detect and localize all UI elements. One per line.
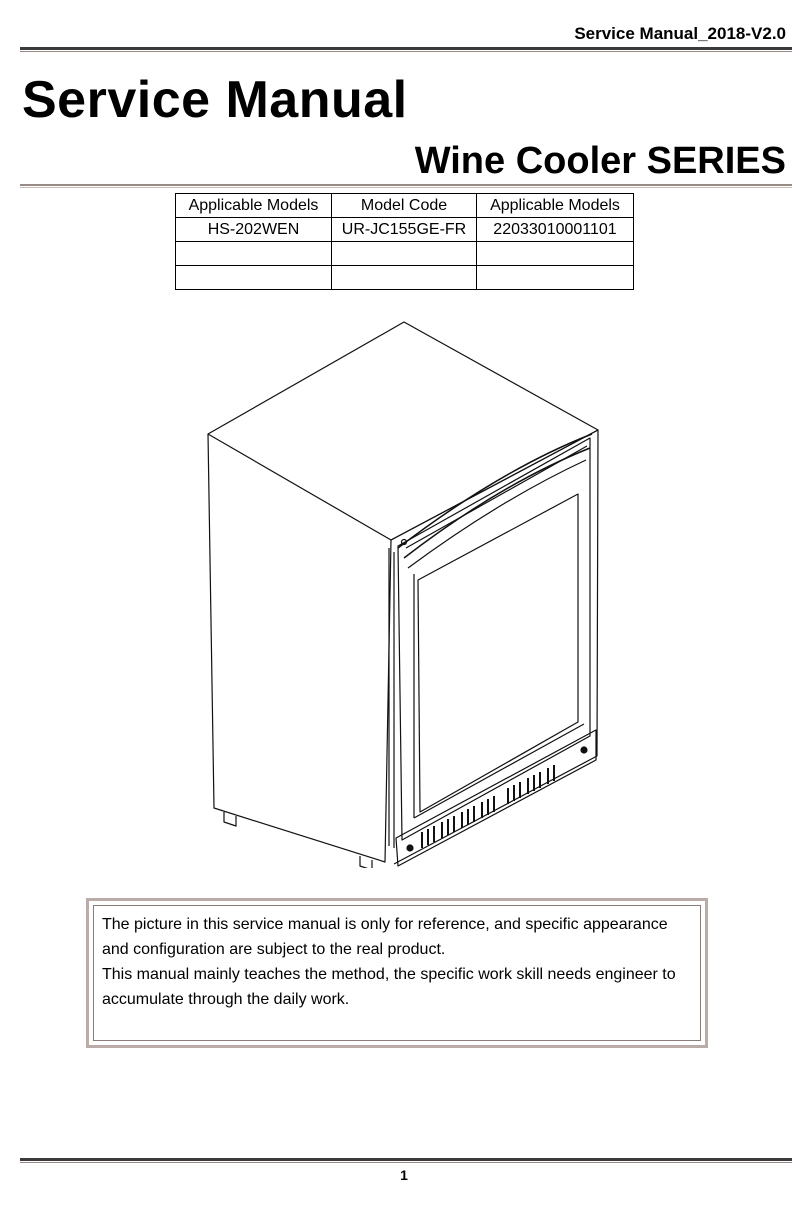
table-cell [332,266,477,290]
table-row [176,218,634,242]
table-cell [176,242,332,266]
table-header-cell: Applicable Models [176,194,332,218]
table-row [176,242,634,266]
page-title: Service Manual [22,71,408,129]
table-cell: 22033010001101 [477,218,634,242]
page-number: 1 [400,1167,408,1183]
disclaimer-text: This manual mainly teaches the method, the specific work skill needs engineer to accumulate through the daily work. [102,966,676,1008]
disclaimer-text: The picture in this service manual is only for reference, and specific appearance and configuration are subject to the real product. [102,916,668,958]
header-divider [20,47,792,50]
table-cell: UR-JC155GE-FR [332,218,477,242]
footer-divider [20,1158,792,1161]
title-divider-thin [20,187,792,188]
table-cell [176,266,332,290]
footer-divider-thin [20,1162,792,1163]
table-header-cell: Model Code [332,194,477,218]
title-divider [20,184,792,186]
models-table [175,193,634,290]
disclaimer-box [86,898,708,1048]
table-cell [332,242,477,266]
table-cell [477,242,634,266]
table-header-row [176,194,634,218]
document-version: Service Manual_2018-V2.0 [574,24,786,43]
wine-cooler-illustration [200,318,610,868]
table-row [176,266,634,290]
table-cell: HS-202WEN [176,218,332,242]
table-header-cell: Applicable Models [477,194,634,218]
header-divider-thin [20,51,792,52]
page-subtitle: Wine Cooler SERIES [414,140,786,182]
table-cell [477,266,634,290]
